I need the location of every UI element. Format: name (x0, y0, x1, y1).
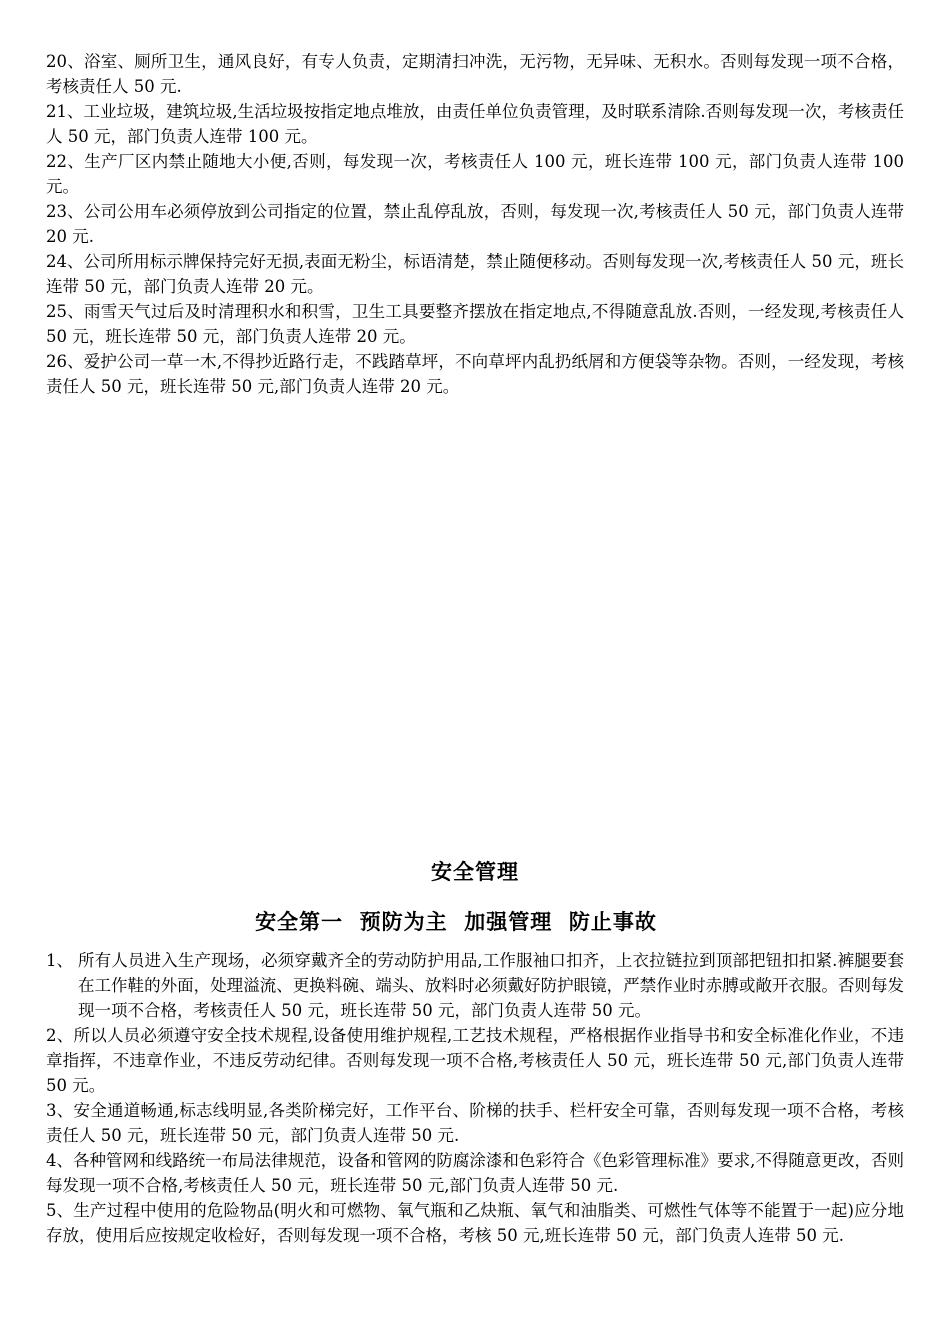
safety-rules-list (46, 948, 904, 1248)
rule-item-22: 22、生产厂区内禁止随地大小便,否则，每发现一次，考核责任人 100 元，班长连带 100 元，部门负责人连带 100 元。 (46, 152, 904, 196)
safety-item-3: 3、安全通道畅通,标志线明显,各类阶梯完好，工作平台、阶梯的扶手、栏杆安全可靠，否则每发现一项不合格，考核责任人 50 元，班长连带 50 元，部门负责人连带 50 元. (46, 1101, 904, 1145)
rule-item-21: 21、工业垃圾，建筑垃圾,生活垃圾按指定地点堆放，由责任单位负责管理，及时联系清除.否则每发现一次，考核责任人 50 元，部门负责人连带 100 元。 (46, 102, 904, 146)
section-subtitle: 安全第一 预防为主 加强管理 防止事故 (255, 909, 657, 934)
safety-item-4: 4、各种管网和线路统一布局法律规范，设备和管网的防腐涂漆和色彩符合《色彩管理标准》要求,不得随意更改，否则每发现一项不合格,考核责任人 50 元，班长连带 50 元,部门负责人连带 50 元. (46, 1151, 904, 1195)
rule-item-26: 26、爱护公司一草一木,不得抄近路行走，不践踏草坪，不向草坪内乱扔纸屑和方便袋等杂物。否则，一经发现，考核责任人 50 元，班长连带 50 元,部门负责人连带 20 元。 (46, 352, 904, 396)
hygiene-rules-list (46, 49, 904, 399)
safety-item-number: 1、 (46, 951, 73, 970)
safety-item-2: 2、所以人员必须遵守安全技术规程,设备使用维护规程,工艺技术规程，严格根据作业指导书和安全标准化作业，不违章指挥，不违章作业，不违反劳动纪律。否则每发现一项不合格,考核责任人 50 元，班长连带 50 元,部门负责人连带 50 元。 (46, 1026, 904, 1095)
safety-item-5: 5、生产过程中使用的危险物品(明火和可燃物、氧气瓶和乙炔瓶、氧气和油脂类、可燃性气体等不能置于一起)应分地存放，使用后应按规定收检好，否则每发现一项不合格，考核 50 元,班长连带 50 元，部门负责人连带 50 元. (46, 1201, 904, 1245)
rule-item-23: 23、公司公用车必须停放到公司指定的位置，禁止乱停乱放，否则，每发现一次,考核责任人 50 元，部门负责人连带 20 元. (46, 202, 904, 246)
rule-item-25: 25、雨雪天气过后及时清理积水和积雪，卫生工具要整齐摆放在指定地点,不得随意乱放.否则，一经发现,考核责任人 50 元，班长连带 50 元，部门负责人连带 20 元。 (46, 302, 904, 346)
rule-item-20: 20、浴室、厕所卫生，通风良好，有专人负责，定期清扫冲洗，无污物，无异味、无积水。否则每发现一项不合格，考核责任人 50 元. (46, 52, 904, 96)
rule-item-24: 24、公司所用标示牌保持完好无损,表面无粉尘，标语清楚，禁止随便移动。否则每发现一次,考核责任人 50 元，班长连带 50 元，部门负责人连带 20 元。 (46, 252, 904, 296)
safety-item-1 (46, 948, 904, 1023)
safety-item-text: 所有人员进入生产现场，必须穿戴齐全的劳动防护用品,工作服袖口扣齐，上衣拉链拉到顶部把钮扣扣紧.裤腿要套在工作鞋的外面，处理溢流、更换料碗、端头、放料时必须戴好防护眼镜，严禁作业时赤膊或敞开衣服。否则每发现一项不合格，考核责任人 50 元，班长连带 50 元，部门负责人连带 50 元。 (78, 951, 904, 1020)
section-title: 安全管理 (431, 859, 519, 884)
